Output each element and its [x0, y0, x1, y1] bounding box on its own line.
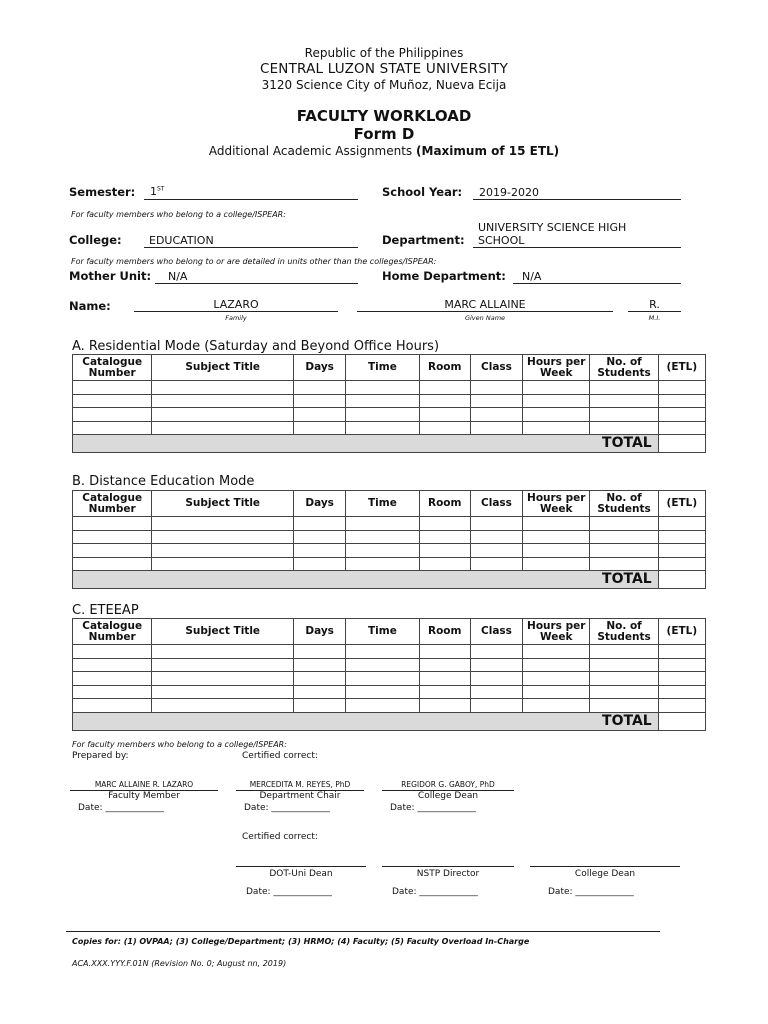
school-year-underline — [473, 199, 681, 200]
col-catalogue: Catalogue Number — [73, 619, 152, 645]
table-row[interactable] — [73, 672, 706, 686]
col-no-of-students: No. of Students — [590, 491, 658, 517]
chair-signatory-name: MERCEDITA M. REYES, PhD — [249, 780, 351, 789]
units-note: For faculty members who belong to or are detailed in units other than the colleges/ISPEAR: — [71, 257, 437, 266]
section-a-table — [72, 354, 706, 453]
college-label: College: — [69, 233, 122, 247]
subtitle: Additional Academic Assignments (Maximum of 15 ETL) — [208, 144, 560, 158]
school-year-value[interactable]: 2019-2020 — [479, 186, 539, 199]
family-caption: Family — [225, 314, 247, 322]
section-c-total-value[interactable] — [658, 712, 705, 730]
col-hours-per-week: Hours per Week — [523, 619, 590, 645]
section-b-title: B. Distance Education Mode — [72, 474, 255, 489]
col-time: Time — [346, 355, 419, 381]
certified-correct-label: Certified correct: — [242, 751, 318, 761]
table-row[interactable] — [73, 658, 706, 672]
col-days: Days — [294, 619, 346, 645]
footer-divider — [66, 931, 660, 932]
col-subject-title: Subject Title — [152, 491, 294, 517]
copies-note: Copies for: (1) OVPAA; (3) College/Department; (3) HRMO; (4) Faculty; (5) Faculty Overload In-Charge — [72, 937, 530, 946]
college-dean-date[interactable]: Date: _____________ — [548, 887, 634, 897]
table-row[interactable] — [73, 517, 706, 531]
dot-role: DOT-Uni Dean — [269, 869, 333, 879]
col-no-of-students: No. of Students — [590, 355, 658, 381]
home-department-underline — [513, 283, 681, 284]
mother-unit-value[interactable]: N/A — [168, 270, 188, 283]
middle-initial[interactable]: R. — [649, 298, 660, 311]
col-room: Room — [419, 619, 470, 645]
table-row[interactable] — [73, 685, 706, 699]
mother-unit-underline — [155, 283, 358, 284]
given-underline — [357, 311, 613, 312]
section-a-title: A. Residential Mode (Saturday and Beyond Office Hours) — [72, 339, 440, 354]
nstp-role: NSTP Director — [416, 869, 480, 879]
section-c-title: C. ETEEAP — [72, 603, 139, 618]
chair-role: Department Chair — [259, 791, 341, 801]
table-row[interactable] — [73, 408, 706, 422]
section-b-total-value[interactable] — [658, 571, 705, 589]
col-days: Days — [294, 355, 346, 381]
col-etl: (ETL) — [658, 491, 705, 517]
signatures-note: For faculty members who belong to a college/ISPEAR: — [72, 740, 287, 749]
table-row[interactable] — [73, 699, 706, 713]
college-value[interactable]: EDUCATION — [149, 234, 214, 247]
name-label: Name: — [69, 299, 111, 313]
col-days: Days — [294, 491, 346, 517]
table-row[interactable] — [73, 645, 706, 659]
dot-date[interactable]: Date: _____________ — [246, 887, 332, 897]
col-class: Class — [470, 491, 522, 517]
col-class: Class — [470, 355, 522, 381]
mi-underline — [628, 311, 681, 312]
table-row[interactable] — [73, 394, 706, 408]
faculty-signatory-name: MARC ALLAINE R. LAZARO — [94, 780, 194, 789]
family-underline — [134, 311, 338, 312]
home-department-value[interactable]: N/A — [522, 270, 542, 283]
college-dean-signature-line — [530, 866, 680, 867]
form-label: Form D — [353, 125, 415, 143]
college-underline — [144, 247, 358, 248]
col-etl: (ETL) — [658, 355, 705, 381]
section-b-total-label: TOTAL — [73, 571, 659, 589]
nstp-signature-line — [382, 866, 514, 867]
table-row[interactable] — [73, 421, 706, 435]
dot-signature-line — [236, 866, 366, 867]
given-name[interactable]: MARC ALLAINE — [444, 298, 526, 311]
section-a-total-value[interactable] — [658, 435, 705, 453]
semester-underline — [144, 199, 358, 200]
prepared-by-label: Prepared by: — [72, 751, 129, 761]
col-hours-per-week: Hours per Week — [523, 491, 590, 517]
semester-label: Semester: — [69, 185, 136, 199]
col-class: Class — [470, 619, 522, 645]
republic-text: Republic of the Philippines — [304, 46, 464, 60]
form-code: ACA.XXX.YYY.F.01N (Revision No. 0; August nn, 2019) — [72, 959, 287, 968]
col-time: Time — [346, 491, 419, 517]
mother-unit-label: Mother Unit: — [69, 269, 152, 283]
table-row[interactable] — [73, 544, 706, 558]
department-underline — [473, 247, 681, 248]
section-b-table — [72, 490, 706, 589]
university-name: CENTRAL LUZON STATE UNIVERSITY — [259, 61, 509, 77]
given-caption: Given Name — [464, 314, 506, 322]
col-room: Room — [419, 355, 470, 381]
table-row[interactable] — [73, 530, 706, 544]
department-value-line1[interactable]: UNIVERSITY SCIENCE HIGH — [478, 221, 627, 234]
dean-date[interactable]: Date: _____________ — [390, 803, 476, 813]
col-subject-title: Subject Title — [152, 355, 294, 381]
col-etl: (ETL) — [658, 619, 705, 645]
home-department-label: Home Department: — [382, 269, 506, 283]
section-c-table — [72, 618, 706, 731]
section-c-total-label: TOTAL — [73, 712, 659, 730]
col-no-of-students: No. of Students — [590, 619, 658, 645]
college-note: For faculty members who belong to a college/ISPEAR: — [71, 210, 286, 219]
family-name[interactable]: LAZARO — [213, 298, 259, 311]
dean-signatory-name: REGIDOR G. GABOY, PhD — [401, 780, 495, 789]
col-catalogue: Catalogue Number — [73, 491, 152, 517]
university-address: 3120 Science City of Muñoz, Nueva Ecija — [261, 78, 507, 92]
col-time: Time — [346, 619, 419, 645]
chair-date[interactable]: Date: _____________ — [244, 803, 330, 813]
page-title: FACULTY WORKLOAD — [296, 107, 472, 125]
department-label: Department: — [382, 233, 465, 247]
department-value-line2[interactable]: SCHOOL — [478, 234, 525, 247]
faculty-date[interactable]: Date: _____________ — [78, 803, 164, 813]
mi-caption: M.I. — [648, 314, 661, 322]
semester-value[interactable]: 1ST — [150, 185, 165, 198]
col-hours-per-week: Hours per Week — [523, 355, 590, 381]
section-a-total-label: TOTAL — [73, 435, 659, 453]
dean-role: College Dean — [417, 791, 479, 801]
school-year-label: School Year: — [382, 185, 463, 199]
table-row[interactable] — [73, 381, 706, 395]
faculty-role: Faculty Member — [108, 791, 180, 801]
col-room: Room — [419, 491, 470, 517]
table-row[interactable] — [73, 557, 706, 571]
col-catalogue: Catalogue Number — [73, 355, 152, 381]
certified-correct-label-2: Certified correct: — [242, 832, 318, 842]
nstp-date[interactable]: Date: _____________ — [392, 887, 478, 897]
college-dean-role: College Dean — [574, 869, 636, 879]
col-subject-title: Subject Title — [152, 619, 294, 645]
